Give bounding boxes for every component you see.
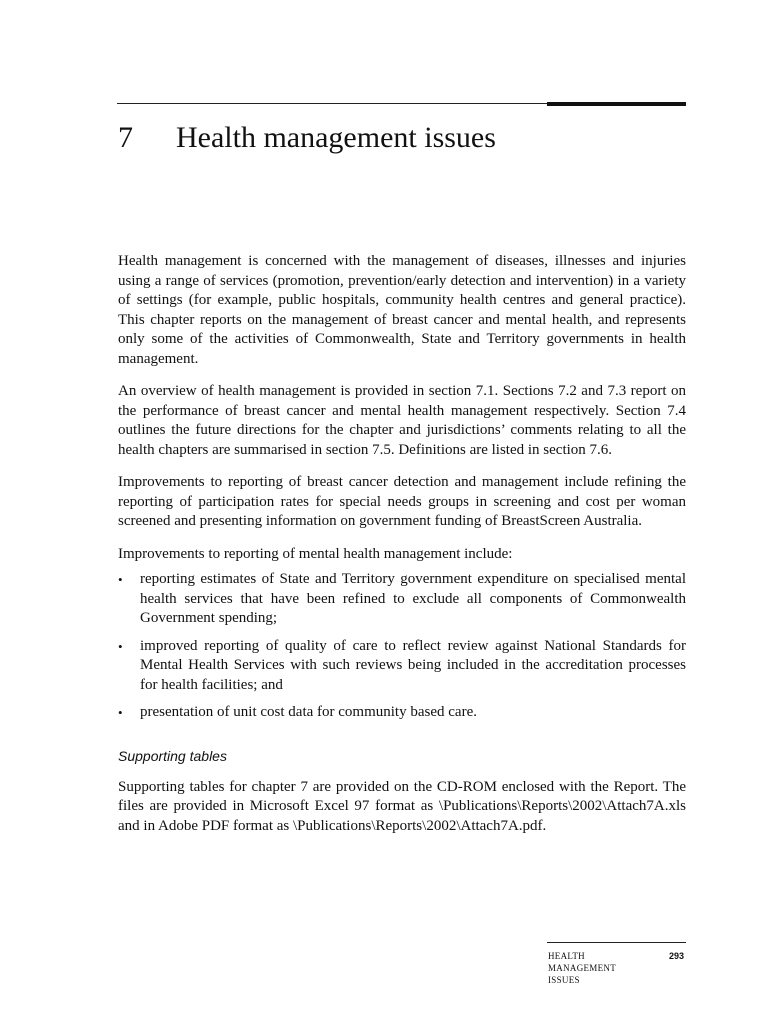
improvements-list xyxy=(118,570,686,723)
supporting-tables-heading: Supporting tables xyxy=(118,747,227,764)
breast-cancer-improvements-paragraph: Improvements to reporting of breast cancer detection and management include refining the reporting of participation rates for special needs groups in screening and cost per woman screened and presenting information on government funding of BreastScreen Australia. xyxy=(118,474,686,529)
list-item xyxy=(118,703,686,723)
mental-health-improvements-intro: Improvements to reporting of mental health management include: xyxy=(118,545,513,562)
supporting-tables-paragraph: Supporting tables for chapter 7 are provided on the CD-ROM enclosed with the Report. The files are provided in Microsoft Excel 97 format as \Publications\Reports\2002\Attach7A.xls and in Adobe PDF format as \Publications\Reports\2002\Attach7A.pdf. xyxy=(118,778,686,834)
footer-rule xyxy=(547,942,686,943)
list-item-text: presentation of unit cost data for community based care. xyxy=(140,704,477,720)
footer-section-label: HEALTH MANAGEMENT ISSUES xyxy=(548,951,616,985)
chapter-number: 7 xyxy=(118,121,133,154)
bullet-icon: • xyxy=(118,705,123,720)
chapter-body xyxy=(118,252,686,849)
header-rule-thick xyxy=(547,102,686,106)
chapter-title: Health management issues xyxy=(176,121,496,154)
bullet-icon: • xyxy=(118,572,123,587)
intro-paragraph: Health management is concerned with the management of diseases, illnesses and injuries using a range of services (promotion, prevention/early detection and intervention) in a variety of settings (for example, public hospitals, community health centres and general practice). This chapter reports on the management of breast cancer and mental health, and represents only some of the activities of Commonwealth, State and Territory governments in health management. xyxy=(118,253,686,367)
list-item xyxy=(118,637,686,696)
list-item-text: improved reporting of quality of care to reflect review against National Standards for Mental Health Services with such reviews being included in the accreditation processes for health facilities; and xyxy=(140,637,686,693)
page-number: 293 xyxy=(668,951,684,961)
list-item xyxy=(118,570,686,629)
bullet-icon: • xyxy=(118,638,123,654)
overview-paragraph: An overview of health management is provided in section 7.1. Sections 7.2 and 7.3 report on the performance of breast cancer and mental health management respectively. Section 7.4 outlines the future directions for the chapter and jurisdictions’ comments relating to all the health chapters are summarised in section 7.5. Definitions are listed in section 7.6. xyxy=(118,383,686,458)
chapter-heading xyxy=(118,118,688,158)
header-rule-thin xyxy=(117,103,547,104)
list-item-text: reporting estimates of State and Territory government expenditure on specialised mental health services that have been refined to exclude all components of Commonwealth Government spending; xyxy=(140,571,686,626)
